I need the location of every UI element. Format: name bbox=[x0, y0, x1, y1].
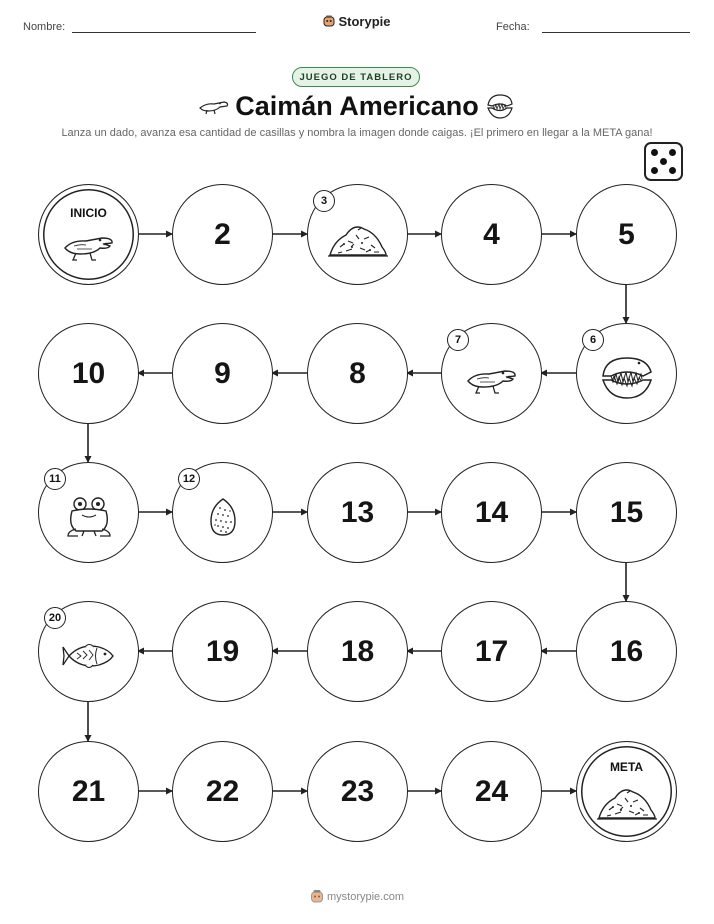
board-space bbox=[172, 741, 273, 842]
space-number-badge: 11 bbox=[44, 468, 66, 490]
board-space bbox=[307, 323, 408, 424]
board-space bbox=[576, 462, 677, 563]
mascot-icon bbox=[310, 889, 324, 903]
space-number: 17 bbox=[474, 634, 509, 668]
board-space bbox=[441, 462, 542, 563]
board-space bbox=[172, 601, 273, 702]
space-number-badge: 20 bbox=[44, 607, 66, 629]
board-space bbox=[307, 741, 408, 842]
board-space bbox=[441, 184, 542, 285]
start-label: INICIO bbox=[70, 205, 107, 220]
date-label: Fecha: bbox=[496, 21, 530, 33]
space-number-badge: 3 bbox=[313, 190, 335, 212]
space-number: 13 bbox=[340, 495, 375, 529]
page-title: Caimán Americano bbox=[235, 91, 479, 121]
board-space bbox=[172, 323, 273, 424]
open-jaws-icon bbox=[599, 354, 655, 402]
egg-icon bbox=[208, 497, 238, 537]
space-number-badge: 7 bbox=[447, 329, 469, 351]
space-number: 14 bbox=[474, 495, 509, 529]
space-number: 9 bbox=[214, 356, 231, 390]
space-number: 23 bbox=[340, 774, 375, 808]
mud-nest-icon bbox=[595, 780, 659, 824]
space-number: 21 bbox=[71, 774, 106, 808]
space-number: 24 bbox=[474, 774, 509, 808]
board-space bbox=[38, 323, 139, 424]
mud-nest-icon bbox=[326, 217, 390, 261]
footer bbox=[0, 889, 714, 903]
space-number: 8 bbox=[349, 356, 366, 390]
finish-label: META bbox=[609, 759, 644, 774]
board-space bbox=[172, 184, 273, 285]
alligator-icon bbox=[62, 226, 116, 264]
frog-icon bbox=[64, 495, 114, 539]
space-number: 22 bbox=[205, 774, 240, 808]
space-number: 15 bbox=[609, 495, 644, 529]
space-number: 4 bbox=[483, 217, 500, 251]
board-space bbox=[441, 601, 542, 702]
board-space bbox=[576, 184, 677, 285]
board-space bbox=[441, 741, 542, 842]
alligator-icon bbox=[465, 359, 519, 397]
space-number-badge: 6 bbox=[582, 329, 604, 351]
finish-space bbox=[576, 741, 677, 842]
space-number: 16 bbox=[609, 634, 644, 668]
board-space bbox=[307, 462, 408, 563]
space-number: 5 bbox=[618, 217, 635, 251]
brand-name: Storypie bbox=[338, 14, 391, 29]
board-space bbox=[307, 601, 408, 702]
space-number: 10 bbox=[71, 356, 106, 390]
space-number: 19 bbox=[205, 634, 240, 668]
space-number-badge: 12 bbox=[178, 468, 200, 490]
footer-url: mystorypie.com bbox=[326, 891, 405, 903]
fish-icon bbox=[61, 639, 117, 673]
board-space bbox=[38, 741, 139, 842]
start-space bbox=[38, 184, 139, 285]
name-label: Nombre: bbox=[23, 21, 66, 33]
board-space bbox=[576, 601, 677, 702]
category-badge: JUEGO DE TABLERO bbox=[292, 67, 420, 87]
space-number: 18 bbox=[340, 634, 375, 668]
instructions: Lanza un dado, avanza esa cantidad de casillas y nombra la imagen donde caigas. ¡El primero en llegar a la META gana! bbox=[61, 127, 653, 139]
space-number: 2 bbox=[214, 217, 231, 251]
